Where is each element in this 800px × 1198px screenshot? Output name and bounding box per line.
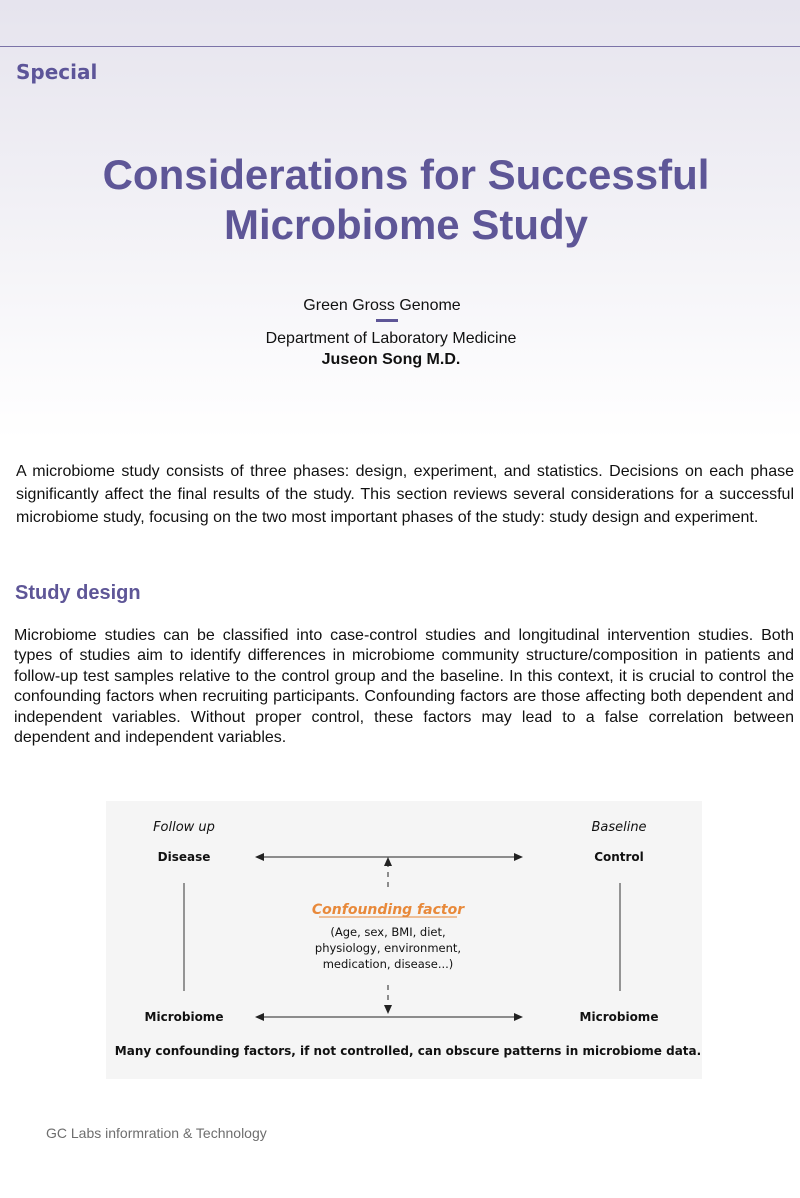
microbiome-left-label: Microbiome — [144, 1010, 224, 1024]
follow-up-label: Follow up — [153, 820, 215, 835]
microbiome-right-label: Microbiome — [579, 1010, 659, 1024]
organization: Green Gross Genome — [303, 297, 461, 314]
intro-paragraph: A microbiome study consists of three phases: design, experiment, and statistics. Decisions on each phase significantly affect the final results of the study. This section reviews several considerations for a successful microbiome study, focusing on the two most important phases of the study: study design and experiment. — [16, 463, 794, 526]
confounding-factor-list-3: medication, disease...) — [322, 957, 454, 971]
baseline-label: Baseline — [591, 820, 647, 835]
author-divider — [376, 319, 398, 322]
confounding-factor-list-2: physiology, environment, — [314, 941, 462, 955]
confounding-factor-list-1: (Age, sex, BMI, diet, — [330, 925, 446, 939]
top-divider — [0, 46, 800, 47]
study-design-heading: Study design — [15, 582, 141, 604]
confounding-factor-figure — [106, 801, 702, 1079]
title-line-2: Microbiome Study — [223, 201, 589, 248]
control-label: Control — [594, 850, 644, 864]
figure-diagram — [106, 801, 702, 1079]
figure-caption: Many confounding factors, if not controlled, can obscure patterns in microbiome data. — [114, 1044, 702, 1058]
confounding-factor-title: Confounding factor — [311, 902, 465, 918]
footer-text: GC Labs informration & Technology — [46, 1125, 267, 1141]
section-tag: Special — [16, 60, 98, 84]
study-design-paragraph: Microbiome studies can be classified into case-control studies and longitudinal intervention studies. Both types of studies aim to identify differences in microbiome community structure/composition in patients and follow-up test samples relative to the control group and the baseline. In this context, it is crucial to control the confounding factors when recruiting participants. Confounding factors are those affecting both dependent and independent variables. Without proper control, these factors may lead to a false correlation between dependent and independent variables. — [14, 627, 794, 747]
disease-label: Disease — [157, 850, 211, 864]
page-title — [0, 150, 800, 250]
department: Department of Laboratory Medicine — [265, 330, 517, 347]
title-line-1: Considerations for Successful — [102, 151, 710, 198]
author-name: Juseon Song M.D. — [321, 351, 461, 368]
